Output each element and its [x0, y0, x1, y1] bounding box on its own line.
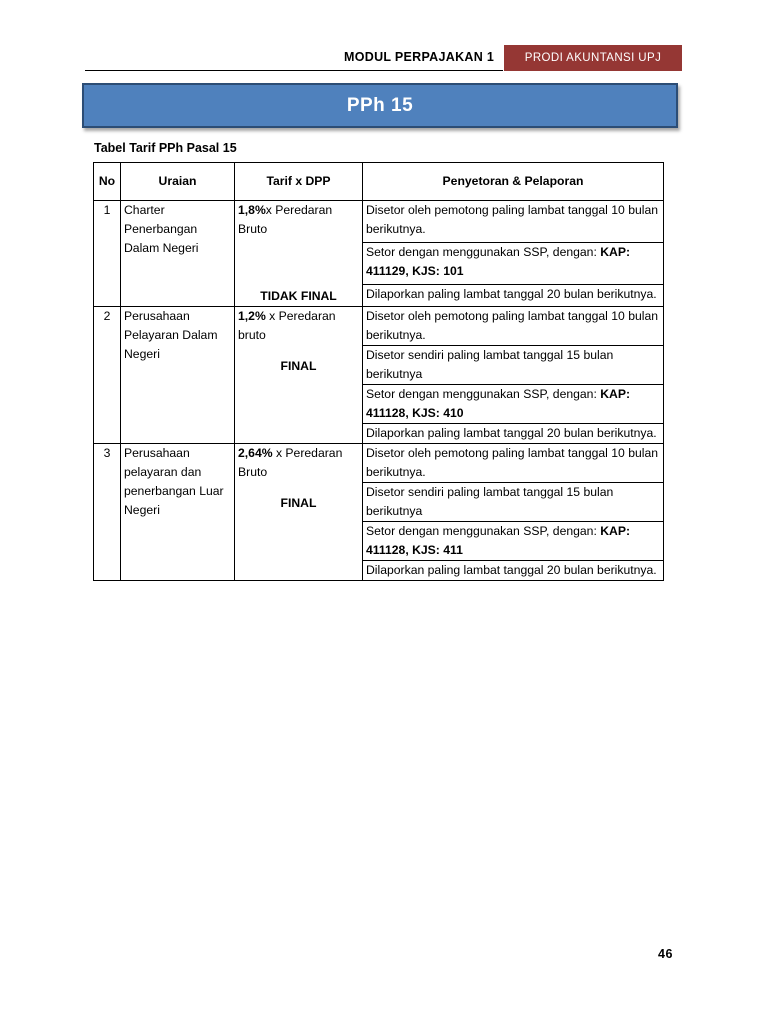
- cell-uraian: Perusahaan pelayaran dan penerbangan Luar Negeri: [121, 444, 235, 581]
- tarif-rate: 1,2%: [238, 309, 266, 323]
- tarif-table: [93, 162, 664, 581]
- cell-tarif: [235, 307, 363, 444]
- cell-penyetoran: [363, 385, 664, 424]
- header-uraian: Uraian: [121, 163, 235, 201]
- tarif-base: x Peredaran bruto: [238, 309, 336, 342]
- tarif-base: x Peredaran Bruto: [238, 203, 333, 236]
- kap-kjs-code: KAP: 411128, KJS: 410: [366, 387, 631, 420]
- cell-no: 2: [94, 307, 121, 444]
- section-banner: PPh 15: [82, 83, 678, 128]
- penyetoran-text: Disetor oleh pemotong paling lambat tanggal 10 bulan berikutnya.: [366, 446, 659, 479]
- kap-kjs-code: KAP: 411129, KJS: 101: [366, 245, 631, 279]
- cell-penyetoran: [363, 285, 664, 307]
- penyetoran-text: Disetor oleh pemotong paling lambat tanggal 10 bulan berikutnya.: [366, 309, 659, 342]
- penyetoran-text: Dilaporkan paling lambat tanggal 20 bulan berikutnya.: [366, 287, 657, 302]
- tax-status-label: FINAL: [280, 496, 317, 510]
- table-body: [94, 201, 664, 581]
- penyetoran-text: Disetor oleh pemotong paling lambat tanggal 10 bulan berikutnya.: [366, 203, 659, 236]
- cell-tarif: [235, 201, 363, 307]
- table-header-row: [94, 163, 664, 201]
- cell-penyetoran: [363, 243, 664, 285]
- penyetoran-text: Setor dengan menggunakan SSP, dengan:: [366, 387, 601, 401]
- program-badge: PRODI AKUNTANSI UPJ: [504, 45, 682, 71]
- cell-uraian: Charter Penerbangan Dalam Negeri: [121, 201, 235, 307]
- cell-penyetoran: [363, 522, 664, 561]
- cell-penyetoran: [363, 201, 664, 243]
- penyetoran-text: Dilaporkan paling lambat tanggal 20 bulan berikutnya.: [366, 426, 657, 440]
- penyetoran-text: Setor dengan menggunakan SSP, dengan:: [366, 245, 601, 260]
- kap-kjs-code: KAP: 411128, KJS: 411: [366, 524, 631, 557]
- tarif-rate: 1,8%: [238, 203, 266, 217]
- tarif-base: x Peredaran Bruto: [238, 446, 343, 479]
- cell-penyetoran: [363, 307, 664, 346]
- header-divider: [85, 70, 503, 71]
- cell-penyetoran: [363, 483, 664, 522]
- table-row: [94, 201, 664, 243]
- table-row: [94, 444, 664, 483]
- tax-status-label: TIDAK FINAL: [260, 289, 337, 303]
- cell-penyetoran: [363, 444, 664, 483]
- table-row: [94, 307, 664, 346]
- page-number: 46: [658, 947, 673, 961]
- penyetoran-text: Setor dengan menggunakan SSP, dengan:: [366, 524, 601, 538]
- tarif-rate: 2,64%: [238, 446, 273, 460]
- cell-no: 1: [94, 201, 121, 307]
- tax-status-label: FINAL: [280, 359, 317, 373]
- header-penyetoran: Penyetoran & Pelaporan: [363, 163, 664, 201]
- table-caption: Tabel Tarif PPh Pasal 15: [94, 141, 237, 155]
- cell-no: 3: [94, 444, 121, 581]
- cell-uraian: Perusahaan Pelayaran Dalam Negeri: [121, 307, 235, 444]
- cell-penyetoran: [363, 424, 664, 444]
- cell-penyetoran: [363, 561, 664, 581]
- cell-penyetoran: [363, 346, 664, 385]
- penyetoran-text: Disetor sendiri paling lambat tanggal 15 bulan berikutnya: [366, 348, 614, 381]
- module-title: MODUL PERPAJAKAN 1: [344, 50, 495, 64]
- penyetoran-text: Dilaporkan paling lambat tanggal 20 bulan berikutnya.: [366, 563, 657, 577]
- cell-tarif: [235, 444, 363, 581]
- header-tarif: Tarif x DPP: [235, 163, 363, 201]
- penyetoran-text: Disetor sendiri paling lambat tanggal 15 bulan berikutnya: [366, 485, 614, 518]
- header-no: No: [94, 163, 121, 201]
